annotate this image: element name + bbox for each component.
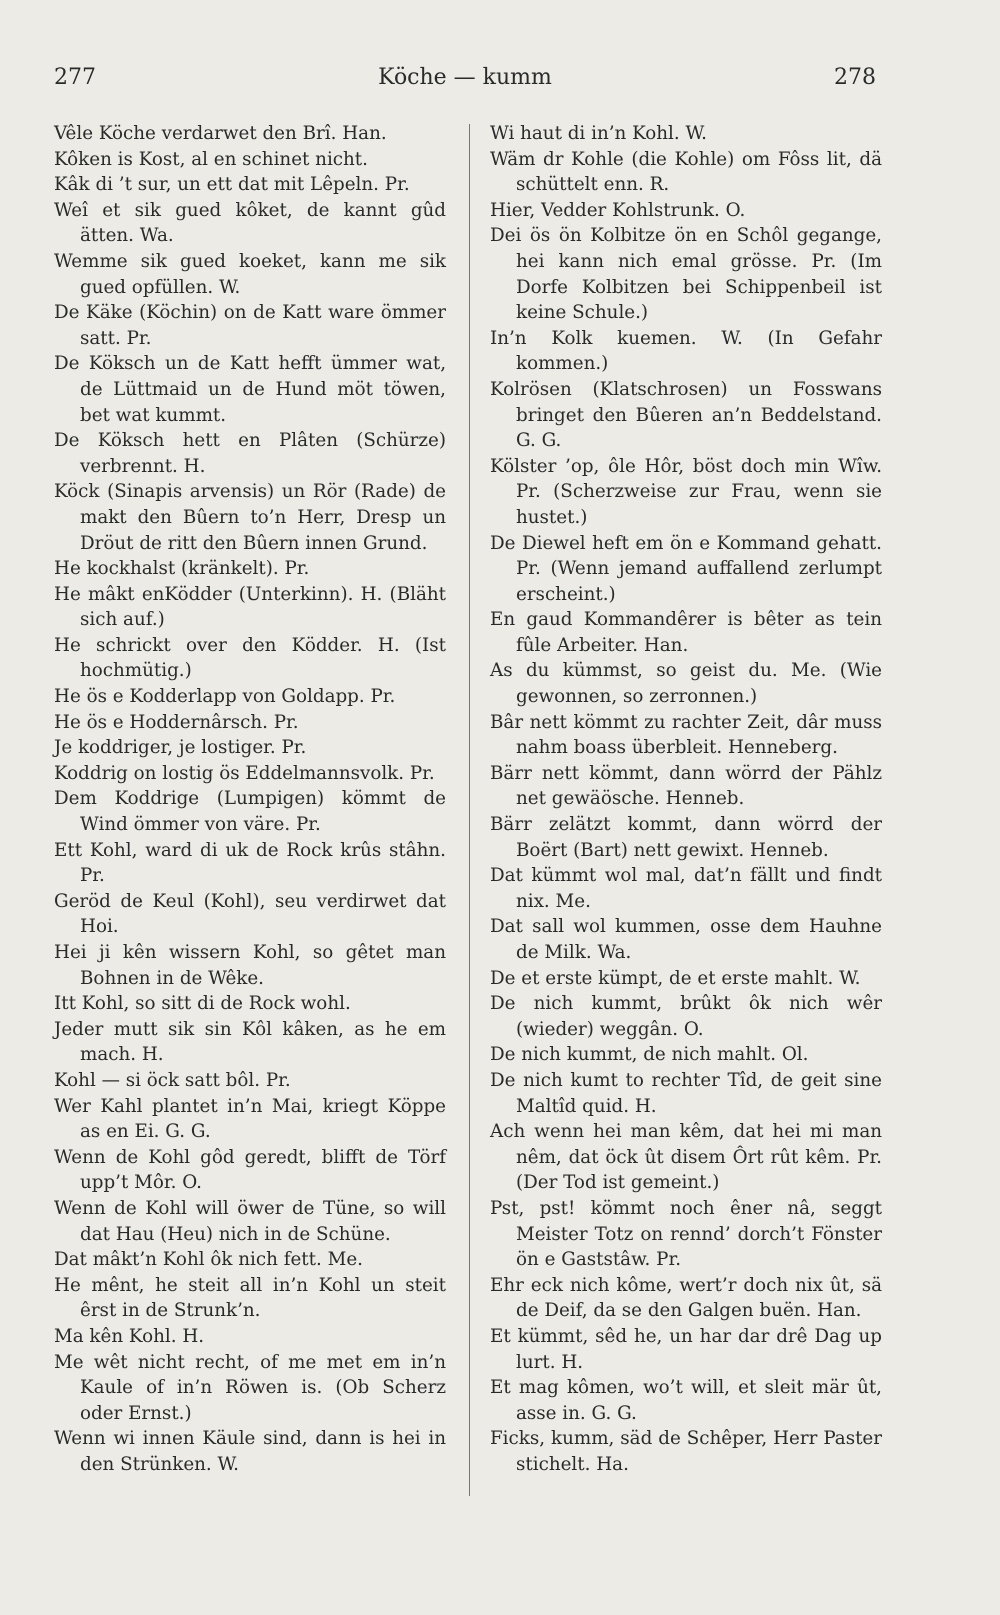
proverb-entry: Dei ös ön Kolbitze ön en Schôl gegange, hei kann nich emal grösse. Pr. (Im Dorfe Kolbitzen bei Schippenbeil ist keine Schule.) — [490, 225, 882, 324]
proverb-entry: De nich kumt to rechter Tîd, de geit sine Maltîd quid. H. — [490, 1069, 882, 1117]
proverb-entry: He kockhalst (kränkelt). Pr. — [54, 558, 310, 580]
proverb-entry: De Köksch hett en Plâten (Schürze) verbrennt. H. — [54, 430, 446, 477]
proverb-entry: Geröd de Keul (Kohl), seu verdirwet dat Hoi. — [54, 890, 446, 938]
proverb-entry: De nich kummt, brûkt ôk nich wêr (wieder) weggân. O. — [490, 993, 882, 1040]
proverb-entry: Hier, Vedder Kohlstrunk. O. — [490, 199, 746, 221]
proverb-entry: Kölster ’op, ôle Hôr, böst doch min Wîw. Pr. (Scherzweise zur Frau, wenn sie hustet.) — [490, 455, 882, 528]
proverb-entry: In’n Kolk kuemen. W. (In Gefahr kommen.) — [490, 327, 882, 375]
proverb-entry: He ös e Hoddernârsch. Pr. — [54, 711, 299, 733]
proverb-entry: Ma kên Kohl. H. — [54, 1325, 205, 1347]
right-page-number: 278 — [834, 65, 876, 90]
proverb-entry: De Köksch un de Katt hefft ümmer wat, de Lüttmaid un de Hund möt töwen, bet wat kummt. — [54, 353, 446, 426]
proverb-entry: Köck (Sinapis arvensis) un Rör (Rade) de makt den Bûern to’n Herr, Dresp un Dröut de ritt den Bûern innen Grund. — [54, 481, 446, 554]
proverb-entry: Ficks, kumm, säd de Schêper, Herr Paster stichelt. Ha. — [490, 1428, 882, 1475]
left-column — [54, 121, 446, 1477]
proverb-entry: He mâkt enKödder (Unterkinn). H. (Bläht sich auf.) — [54, 583, 446, 631]
proverb-entry: Weî et sik gued kôket, de kannt gûd ätten. Wa. — [54, 199, 446, 247]
proverb-entry: Kohl — si öck satt bôl. Pr. — [54, 1069, 291, 1091]
proverb-entry: Dat kümmt wol mal, dat’n fällt und findt nix. Me. — [490, 865, 882, 912]
right-column — [490, 121, 882, 1477]
proverb-entry: Kôken is Kost, al en schinet nicht. — [54, 148, 368, 170]
proverb-entry: Ett Kohl, ward di uk de Rock krûs stâhn. Pr. — [54, 839, 446, 887]
proverb-entry: Wenn wi innen Käule sind, dann is hei in den Strünken. W. — [54, 1428, 446, 1475]
proverb-entry: Wemme sik gued koeket, kann me sik gued opfüllen. W. — [54, 250, 446, 298]
proverb-entry: He mênt, he steit all in’n Kohl un steit êrst in de Strunk’n. — [54, 1274, 446, 1322]
proverb-entry: Dat mâkt’n Kohl ôk nich fett. Me. — [54, 1249, 363, 1271]
proverb-entry: Koddrig on lostig ös Eddelmannsvolk. Pr. — [54, 762, 435, 784]
proverb-entry: As du kümmst, so geist du. Me. (Wie gewonnen, so zerronnen.) — [490, 660, 882, 708]
proverb-entry: En gaud Kommandêrer is bêter as tein fûle Arbeiter. Han. — [490, 609, 882, 656]
proverb-entry: Wenn de Kohl will öwer de Tüne, so will dat Hau (Heu) nich in de Schüne. — [54, 1197, 446, 1245]
proverb-entry: He schrickt over den Ködder. H. (Ist hochmütig.) — [54, 634, 446, 682]
proverb-entry: Pst, pst! kömmt noch êner nâ, seggt Meister Totz on rennd’ dorch’t Fönster ön e Gaststâw. Pr. — [490, 1197, 882, 1271]
proverb-entry: De Diewel heft em ön e Kommand gehatt. Pr. (Wenn jemand auffallend zerlumpt erscheint.) — [490, 532, 882, 605]
proverb-entry: Itt Kohl, so sitt di de Rock wohl. — [54, 993, 351, 1015]
proverb-entry: De Käke (Köchin) on de Katt ware ömmer satt. Pr. — [54, 302, 446, 349]
proverb-entry: Wi haut di in’n Kohl. W. — [490, 123, 707, 144]
proverb-entry: Wäm dr Kohle (die Kohle) om Fôss lit, dä schüttelt enn. R. — [490, 148, 882, 196]
proverb-entry: Hei ji kên wissern Kohl, so gêtet man Bohnen in de Wêke. — [54, 942, 446, 989]
proverb-entry: Ach wenn hei man kêm, dat hei mi man nêm, dat öck ût disem Ôrt rût kêm. Pr. (Der Tod ist gemeint.) — [490, 1121, 882, 1194]
proverb-entry: Et kümmt, sêd he, un har dar drê Dag up lurt. H. — [490, 1325, 882, 1373]
column-divider — [469, 124, 470, 1496]
proverb-entry: Dem Koddrige (Lumpigen) kömmt de Wind ömmer von väre. Pr. — [54, 788, 446, 836]
proverb-entry: De et erste kümpt, de et erste mahlt. W. — [490, 967, 861, 989]
left-page-number: 277 — [54, 65, 96, 90]
proverb-entry: Et mag kômen, wo’t will, et sleit mär ût, asse in. G. G. — [490, 1377, 882, 1424]
proverb-entry: Vêle Köche verdarwet den Brî. Han. — [54, 123, 387, 144]
proverb-entry: Je koddriger, je lostiger. Pr. — [54, 737, 307, 759]
proverb-entry: He ös e Kodderlapp von Goldapp. Pr. — [54, 686, 396, 708]
proverb-entry: Dat sall wol kummen, osse dem Hauhne de Milk. Wa. — [490, 916, 882, 963]
proverb-entry: Wenn de Kohl gôd geredt, blifft de Törf upp’t Môr. O. — [54, 1146, 446, 1194]
proverb-entry: Bâr nett kömmt zu rachter Zeit, dâr muss nahm boass überbleit. Henneberg. — [490, 711, 882, 759]
proverb-entry: Me wêt nicht recht, of me met em in’n Kaule of in’n Röwen is. (Ob Scherz oder Ernst.) — [54, 1351, 446, 1424]
running-title: Köche — kumm — [378, 65, 552, 90]
proverb-entry: De nich kummt, de nich mahlt. Ol. — [490, 1044, 809, 1066]
proverb-entry: Jeder mutt sik sin Kôl kâken, as he em mach. H. — [54, 1018, 446, 1066]
proverb-entry: Wer Kahl plantet in’n Mai, kriegt Köppe as en Ei. G. G. — [54, 1095, 446, 1143]
proverb-entry: Kolrösen (Klatschrosen) un Fosswans bringet den Bûeren an’n Beddelstand. G. G. — [490, 378, 882, 452]
proverb-entry: Kâk di ’t sur, un ett dat mit Lêpeln. Pr. — [54, 174, 410, 196]
proverb-entry: Bärr nett kömmt, dann wörrd der Pählz net gewäösche. Henneb. — [490, 762, 882, 810]
proverb-entry: Bärr zelätzt kommt, dann wörrd der Boërt (Bart) nett gewixt. Henneb. — [490, 814, 882, 861]
proverb-entry: Ehr eck nich kôme, wert’r doch nix ût, sä de Deif, da se den Galgen buën. Han. — [490, 1274, 882, 1322]
